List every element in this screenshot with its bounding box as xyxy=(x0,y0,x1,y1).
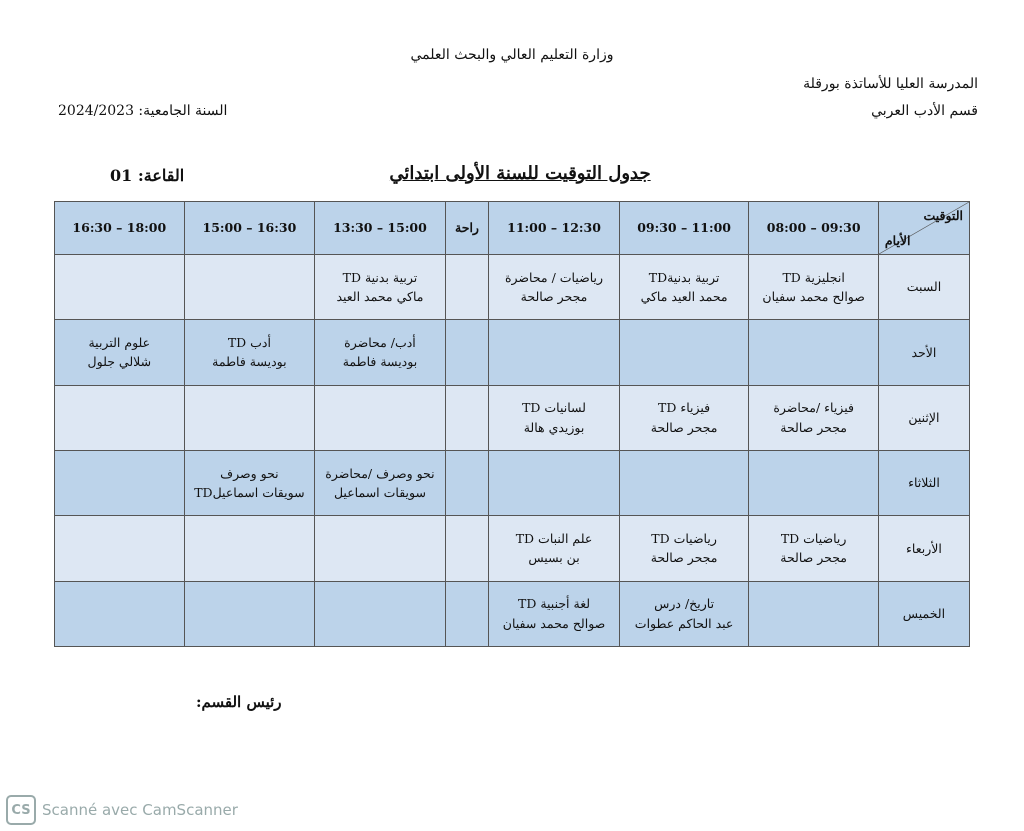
schedule-cell xyxy=(749,450,879,515)
schedule-cell xyxy=(749,255,879,320)
schedule-cell xyxy=(749,516,879,581)
course-name: لسانيات TD xyxy=(522,400,586,416)
day-cell: السبت xyxy=(878,255,969,320)
schedule-table xyxy=(54,201,970,647)
table-row xyxy=(55,255,970,320)
page-title: جدول التوقيت للسنة الأولى ابتدائي xyxy=(389,163,651,184)
schedule-cell xyxy=(489,320,620,385)
day-cell: الإثنين xyxy=(878,385,969,450)
teacher-name: عبد الحاكم عطوات xyxy=(634,615,734,631)
schedule-cell xyxy=(315,581,446,646)
schedule-cell xyxy=(184,385,315,450)
schedule-cell xyxy=(55,516,185,581)
schedule-cell xyxy=(55,320,185,385)
table-row xyxy=(55,450,970,515)
teacher-name: سويقات اسماعيلTD xyxy=(194,485,305,501)
scanner-watermark xyxy=(6,795,238,825)
schedule-cell xyxy=(619,320,749,385)
camscanner-logo-icon: CS xyxy=(6,795,36,825)
scanner-text: Scanné avec CamScanner xyxy=(42,801,238,819)
room-label: القاعة: 01 xyxy=(110,166,185,185)
schedule-cell xyxy=(445,320,489,385)
course-name: علم النبات TD xyxy=(515,531,593,547)
teacher-name: مجحر صالحة xyxy=(650,419,718,435)
table-row xyxy=(55,385,970,450)
schedule-cell xyxy=(315,385,446,450)
schedule-cell xyxy=(445,385,489,450)
schedule-cell xyxy=(489,450,620,515)
teacher-name: صوالح محمد سفيان xyxy=(762,289,865,305)
ministry-title: وزارة التعليم العالي والبحث العلمي xyxy=(410,47,614,63)
course-name: رياضيات / محاضرة xyxy=(504,269,604,285)
teacher-name: صوالح محمد سفيان xyxy=(502,615,606,631)
schedule-cell xyxy=(445,255,489,320)
day-cell: الأحد xyxy=(878,320,969,385)
course-name: فيزياء TD xyxy=(658,400,711,416)
course-name: انجليزية TD xyxy=(782,269,845,285)
schedule-cell xyxy=(55,581,185,646)
schedule-cell xyxy=(489,581,620,646)
table-row xyxy=(55,581,970,646)
schedule-cell xyxy=(315,255,446,320)
teacher-name: بوزيدي هالة xyxy=(523,419,585,435)
schedule-cell xyxy=(749,385,879,450)
schedule-cell xyxy=(315,450,446,515)
course-name: أدب/ محاضرة xyxy=(344,335,416,351)
schedule-cell xyxy=(619,581,749,646)
schedule-cell xyxy=(619,450,749,515)
column-header: راحة xyxy=(445,202,489,255)
teacher-name: مجحر صالحة xyxy=(780,550,847,566)
course-name: تاريخ/ درس xyxy=(654,596,715,612)
column-header: 16:30 – 18:00 xyxy=(55,202,185,255)
course-name: تربية بدنية TD xyxy=(342,269,418,285)
schedule-cell xyxy=(184,255,315,320)
course-name: أدب TD xyxy=(227,335,271,351)
teacher-name: ماكي محمد العيد xyxy=(336,289,424,305)
academic-year: السنة الجامعية: 2024/2023 xyxy=(58,103,228,119)
schedule-cell xyxy=(55,255,185,320)
schedule-cell xyxy=(489,516,620,581)
schedule-cell xyxy=(184,516,315,581)
corner-time-label: التوقيت xyxy=(923,208,963,223)
teacher-name: شلالي جلول xyxy=(87,354,152,370)
day-cell: الخميس xyxy=(878,581,969,646)
course-name: تربية بدنيةTD xyxy=(648,269,720,285)
column-header: 15:00 – 16:30 xyxy=(184,202,315,255)
course-name: فيزياء /محاضرة xyxy=(773,400,854,416)
head-of-department-label: رئيس القسم: xyxy=(196,693,282,711)
column-header: 09:30 – 11:00 xyxy=(619,202,749,255)
course-name: لغة أجنبية TD xyxy=(517,596,591,612)
course-name: علوم التربية xyxy=(88,335,151,351)
schedule-cell xyxy=(184,320,315,385)
schedule-cell xyxy=(619,516,749,581)
schedule-cell xyxy=(445,581,489,646)
day-cell: الثلاثاء xyxy=(878,450,969,515)
schedule-cell xyxy=(619,255,749,320)
table-header-row xyxy=(55,202,970,255)
table-row xyxy=(55,320,970,385)
course-name: نحو وصرف /محاضرة xyxy=(325,465,435,481)
schedule-cell xyxy=(184,581,315,646)
schedule-cell xyxy=(55,450,185,515)
corner-days-label: الأيام xyxy=(884,232,911,248)
teacher-name: بوديسة فاطمة xyxy=(212,354,287,370)
day-cell: الأربعاء xyxy=(878,516,969,581)
schedule-cell xyxy=(749,320,879,385)
schedule-cell xyxy=(749,581,879,646)
teacher-name: بن بسيس xyxy=(528,550,580,566)
table-row xyxy=(55,516,970,581)
teacher-name: مجحر صالحة xyxy=(780,419,847,435)
schedule-cell xyxy=(619,385,749,450)
schedule-cell xyxy=(445,450,489,515)
course-name: رياضيات TD xyxy=(780,531,847,547)
corner-header-cell xyxy=(878,202,969,255)
teacher-name: محمد العيد ماكي xyxy=(640,289,728,305)
schedule-cell xyxy=(489,255,620,320)
column-header: 11:00 – 12:30 xyxy=(489,202,620,255)
column-header: 13:30 – 15:00 xyxy=(315,202,446,255)
schedule-cell xyxy=(55,385,185,450)
teacher-name: مجحر صالحة xyxy=(650,550,718,566)
teacher-name: مجحر صالحة xyxy=(520,289,588,305)
column-header: 08:00 – 09:30 xyxy=(749,202,879,255)
schedule-cell xyxy=(489,385,620,450)
teacher-name: بوديسة فاطمة xyxy=(342,354,418,370)
department-name: قسم الأدب العربي xyxy=(871,103,978,119)
schedule-cell xyxy=(315,516,446,581)
schedule-cell xyxy=(184,450,315,515)
course-name: نحو وصرف xyxy=(220,465,279,481)
course-name: رياضيات TD xyxy=(651,531,717,547)
schedule-cell xyxy=(315,320,446,385)
school-name: المدرسة العليا للأساتذة بورقلة xyxy=(803,76,978,92)
schedule-cell xyxy=(445,516,489,581)
teacher-name: سويقات اسماعيل xyxy=(333,485,426,501)
